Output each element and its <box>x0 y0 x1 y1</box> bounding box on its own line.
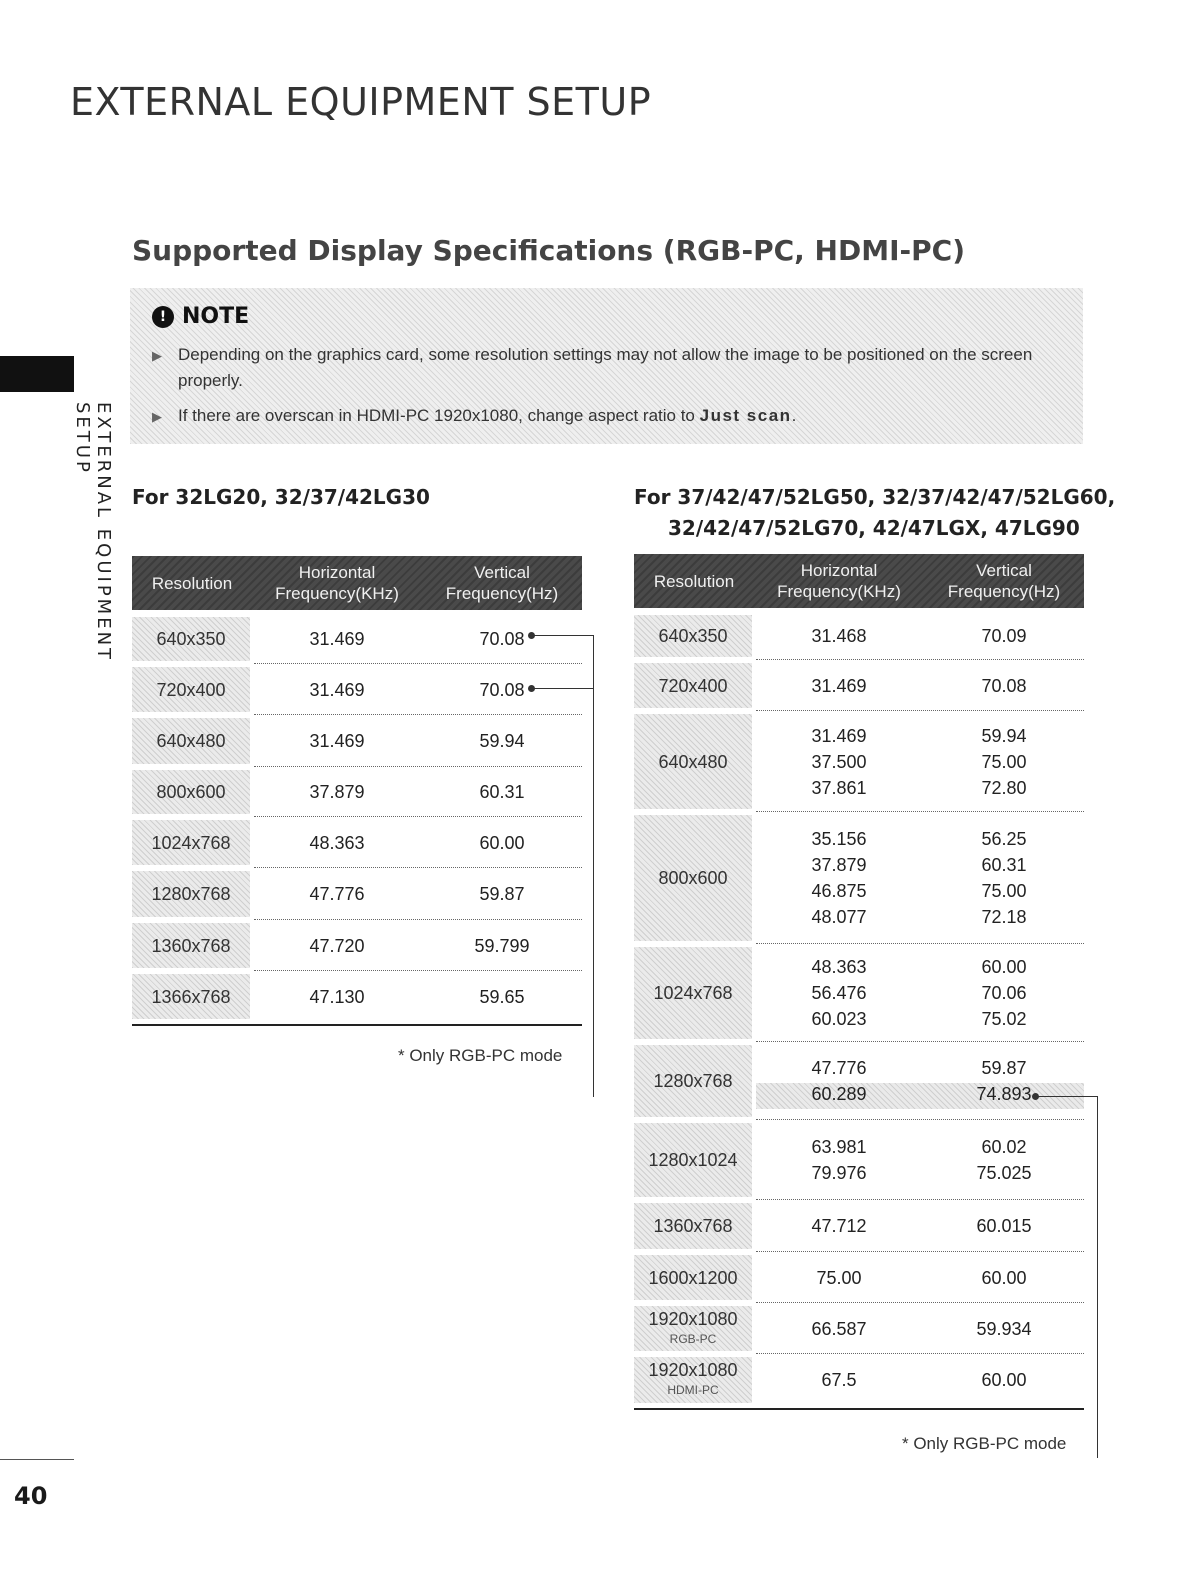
table-header <box>634 554 1084 608</box>
header-vertical: Vertical Frequency(Hz) <box>947 561 1061 601</box>
horizontal-frequency-value: 63.981 <box>811 1137 867 1157</box>
vertical-frequency-cell <box>422 817 582 868</box>
horizontal-frequency-cell <box>754 1200 924 1252</box>
table-bottom-rule <box>634 1408 1084 1410</box>
table-row <box>132 614 582 664</box>
table-row <box>634 1252 1084 1303</box>
table-row <box>634 1042 1084 1120</box>
vertical-frequency-value: 75.025 <box>976 1163 1032 1183</box>
resolution-cell <box>634 1203 752 1249</box>
vertical-frequency-cell <box>924 944 1084 1042</box>
vertical-frequency-value: 60.00 <box>479 832 525 853</box>
table-row <box>634 612 1084 660</box>
horizontal-frequency-cell <box>252 971 422 1022</box>
vertical-frequency-cell <box>924 1120 1084 1200</box>
horizontal-frequency-value: 60.023 <box>811 1009 867 1029</box>
horizontal-frequency-cell <box>754 1303 924 1354</box>
note-item: ▶ If there are overscan in HDMI-PC 1920x1080, change aspect ratio to Just scan. <box>152 403 1072 430</box>
side-chapter-label: EXTERNAL EQUIPMENT SETUP <box>72 402 114 663</box>
resolution-value: 1366x768 <box>151 986 231 1007</box>
vertical-frequency-value: 60.31 <box>981 855 1027 875</box>
horizontal-frequency-value: 67.5 <box>821 1370 857 1390</box>
horizontal-frequency-value: 37.861 <box>811 777 867 798</box>
horizontal-frequency-value: 79.976 <box>811 1163 867 1183</box>
resolution-value: 1360x768 <box>151 935 231 956</box>
table-row <box>634 1200 1084 1252</box>
vertical-frequency-value: 75.00 <box>981 881 1027 901</box>
resolution-value: 1024x768 <box>653 983 733 1003</box>
left-table-heading: For 32LG20, 32/37/42LG30 <box>132 485 430 509</box>
resolution-cell <box>132 667 250 712</box>
resolution-mode: HDMI-PC <box>667 1383 719 1397</box>
vertical-frequency-cell <box>924 660 1084 711</box>
resolution-value: 1280x768 <box>653 1071 733 1091</box>
vertical-frequency-value: 60.015 <box>976 1216 1032 1236</box>
vertical-frequency-value: 75.02 <box>981 1009 1027 1029</box>
horizontal-frequency-value: 37.500 <box>811 751 867 772</box>
vertical-frequency-value: 60.00 <box>981 1267 1027 1288</box>
horizontal-frequency-value: 31.469 <box>811 675 867 696</box>
vertical-frequency-cell <box>422 614 582 664</box>
horizontal-frequency-cell <box>754 1354 924 1406</box>
resolution-value: 640x480 <box>658 751 728 772</box>
resolution-value: 640x480 <box>156 731 226 751</box>
vertical-frequency-value: 70.08 <box>479 629 525 649</box>
vertical-frequency-value: 70.09 <box>981 626 1027 646</box>
horizontal-frequency-value: 31.469 <box>309 629 365 649</box>
horizontal-frequency-cell <box>754 944 924 1042</box>
resolution-cell <box>634 1306 752 1351</box>
horizontal-frequency-value: 31.468 <box>811 626 867 646</box>
vertical-frequency-cell <box>924 612 1084 660</box>
note-item-text: Depending on the graphics card, some resolution settings may not allow the image to be positioned on the screen properly. <box>178 345 1033 390</box>
vertical-frequency-value: 59.87 <box>981 1058 1027 1078</box>
page-title: EXTERNAL EQUIPMENT SETUP <box>70 80 652 124</box>
horizontal-frequency-cell <box>252 817 422 868</box>
resolution-value: 1280x1024 <box>648 1150 738 1170</box>
resolution-cell <box>132 770 250 814</box>
section-heading: Supported Display Specifications (RGB-PC, HDMI-PC) <box>132 234 965 267</box>
table-row <box>132 817 582 868</box>
vertical-frequency-value: 56.25 <box>981 829 1027 849</box>
vertical-frequency-cell <box>422 920 582 971</box>
resolution-value: 720x400 <box>156 679 226 700</box>
vertical-frequency-value: 70.08 <box>981 675 1027 696</box>
right-spec-table <box>634 554 1084 1414</box>
arrow-bullet-icon: ▶ <box>152 348 162 363</box>
table-row <box>634 660 1084 711</box>
horizontal-frequency-cell <box>754 612 924 660</box>
note-box <box>130 288 1083 444</box>
horizontal-frequency-value: 75.00 <box>816 1267 862 1288</box>
horizontal-frequency-value: 46.875 <box>811 881 867 901</box>
resolution-cell <box>132 923 250 968</box>
table-row <box>634 812 1084 944</box>
horizontal-frequency-value: 48.077 <box>811 907 867 927</box>
header-horizontal: Horizontal Frequency(KHz) <box>777 561 901 601</box>
horizontal-frequency-value: 47.776 <box>811 1058 867 1078</box>
horizontal-frequency-value: 48.363 <box>309 832 365 853</box>
table-row <box>132 868 582 920</box>
horizontal-frequency-value: 47.776 <box>309 884 365 904</box>
resolution-value: 800x600 <box>156 782 226 802</box>
side-tab-marker <box>0 356 74 392</box>
resolution-value: 1280x768 <box>151 884 231 904</box>
resolution-cell <box>132 871 250 917</box>
vertical-frequency-value: 60.00 <box>981 1370 1027 1390</box>
right-footnote: * Only RGB-PC mode <box>902 1434 1067 1453</box>
vertical-frequency-value: 59.934 <box>976 1318 1032 1339</box>
resolution-value: 720x400 <box>658 675 728 696</box>
resolution-cell <box>634 1045 752 1117</box>
horizontal-frequency-cell <box>754 711 924 812</box>
resolution-cell <box>634 815 752 941</box>
right-table-heading: For 37/42/47/52LG50, 32/37/42/47/52LG60, 32/42/47/52LG70, 42/47LGX, 47LG90 <box>634 485 1116 540</box>
note-item <box>152 342 1072 394</box>
resolution-value: 1360x768 <box>653 1216 733 1236</box>
table-row <box>634 1354 1084 1406</box>
horizontal-frequency-value: 60.289 <box>811 1084 867 1104</box>
resolution-value: 800x600 <box>658 868 728 888</box>
vertical-frequency-value: 59.799 <box>474 935 530 956</box>
table-row <box>132 920 582 971</box>
left-footnote: * Only RGB-PC mode <box>398 1046 563 1065</box>
vertical-frequency-value: 75.00 <box>981 751 1027 772</box>
arrow-bullet-icon: ▶ <box>152 409 162 424</box>
resolution-value: 1600x1200 <box>648 1267 738 1288</box>
horizontal-frequency-value: 47.712 <box>811 1216 867 1236</box>
vertical-frequency-cell <box>422 715 582 767</box>
resolution-mode: RGB-PC <box>669 1331 717 1346</box>
table-row <box>132 767 582 817</box>
resolution-value: 640x350 <box>156 629 226 649</box>
horizontal-frequency-value: 47.130 <box>309 986 365 1007</box>
horizontal-frequency-cell <box>252 614 422 664</box>
resolution-cell <box>634 947 752 1039</box>
vertical-frequency-value: 72.80 <box>981 777 1027 798</box>
horizontal-frequency-cell <box>754 660 924 711</box>
horizontal-frequency-cell <box>754 1252 924 1303</box>
note-title-text: NOTE <box>182 304 250 329</box>
horizontal-frequency-value: 37.879 <box>309 782 365 802</box>
horizontal-frequency-cell <box>754 1120 924 1200</box>
vertical-frequency-value: 59.94 <box>479 731 525 751</box>
vertical-frequency-value: 59.94 <box>981 725 1027 746</box>
vertical-frequency-value: 60.00 <box>981 957 1027 977</box>
resolution-cell <box>634 663 752 708</box>
vertical-frequency-cell <box>924 1354 1084 1406</box>
horizontal-frequency-cell <box>252 715 422 767</box>
header-resolution: Resolution <box>653 571 735 591</box>
resolution-cell <box>132 820 250 865</box>
vertical-frequency-value: 72.18 <box>981 907 1027 927</box>
horizontal-frequency-cell <box>252 920 422 971</box>
vertical-frequency-value: 60.31 <box>479 782 525 802</box>
resolution-cell <box>132 718 250 764</box>
vertical-frequency-cell <box>924 812 1084 944</box>
table-row <box>132 971 582 1022</box>
table-header <box>132 556 582 610</box>
vertical-frequency-cell <box>422 971 582 1022</box>
resolution-cell <box>634 1357 752 1403</box>
vertical-frequency-cell <box>924 711 1084 812</box>
resolution-cell <box>132 974 250 1019</box>
table-row <box>132 664 582 715</box>
header-horizontal: Horizontal Frequency(KHz) <box>275 563 399 603</box>
horizontal-frequency-value: 66.587 <box>811 1318 867 1339</box>
note-title <box>152 304 249 329</box>
resolution-cell <box>634 1123 752 1197</box>
page-number-rule <box>0 1459 74 1460</box>
horizontal-frequency-cell <box>252 767 422 817</box>
vertical-frequency-cell <box>924 1303 1084 1354</box>
vertical-frequency-cell <box>924 1200 1084 1252</box>
header-vertical: Vertical Frequency(Hz) <box>445 563 559 603</box>
vertical-frequency-value: 74.893 <box>976 1084 1032 1104</box>
note-emphasis: Just scan <box>699 406 792 425</box>
horizontal-frequency-value: 31.469 <box>309 731 365 751</box>
note-item-text: If there are overscan in HDMI-PC 1920x1080, change aspect ratio to <box>178 406 695 425</box>
horizontal-frequency-value: 37.879 <box>811 855 867 875</box>
resolution-cell <box>132 617 250 661</box>
vertical-frequency-cell <box>924 1042 1084 1120</box>
vertical-frequency-cell <box>924 1252 1084 1303</box>
vertical-frequency-value: 70.06 <box>981 983 1027 1003</box>
horizontal-frequency-cell <box>252 868 422 920</box>
horizontal-frequency-value: 31.469 <box>811 725 867 746</box>
horizontal-frequency-cell <box>754 1042 924 1120</box>
horizontal-frequency-value: 47.720 <box>309 935 365 956</box>
vertical-frequency-value: 59.87 <box>479 884 525 904</box>
resolution-value: 1920x1080 <box>648 1308 738 1329</box>
left-spec-table <box>132 556 582 1056</box>
resolution-cell <box>634 615 752 657</box>
table-row <box>634 711 1084 812</box>
vertical-frequency-cell <box>422 868 582 920</box>
horizontal-frequency-value: 35.156 <box>811 829 867 849</box>
page-number: 40 <box>14 1482 48 1510</box>
header-resolution: Resolution <box>151 573 233 593</box>
table-row <box>132 715 582 767</box>
horizontal-frequency-value: 31.469 <box>309 679 365 700</box>
vertical-frequency-value: 70.08 <box>479 679 525 700</box>
vertical-frequency-value: 60.02 <box>981 1137 1027 1157</box>
horizontal-frequency-value: 48.363 <box>811 957 867 977</box>
resolution-value: 1920x1080 <box>648 1360 738 1380</box>
table-row <box>634 1303 1084 1354</box>
table-bottom-rule <box>132 1024 582 1026</box>
table-row <box>634 1120 1084 1200</box>
resolution-cell <box>634 1255 752 1300</box>
horizontal-frequency-cell <box>754 812 924 944</box>
resolution-cell <box>634 714 752 809</box>
table-row <box>634 944 1084 1042</box>
vertical-frequency-cell <box>422 664 582 715</box>
vertical-frequency-value: 59.65 <box>479 986 525 1007</box>
resolution-value: 640x350 <box>658 626 728 646</box>
info-icon: ! <box>152 306 174 328</box>
horizontal-frequency-value: 56.476 <box>811 983 867 1003</box>
vertical-frequency-cell <box>422 767 582 817</box>
horizontal-frequency-cell <box>252 664 422 715</box>
resolution-value: 1024x768 <box>151 832 231 853</box>
